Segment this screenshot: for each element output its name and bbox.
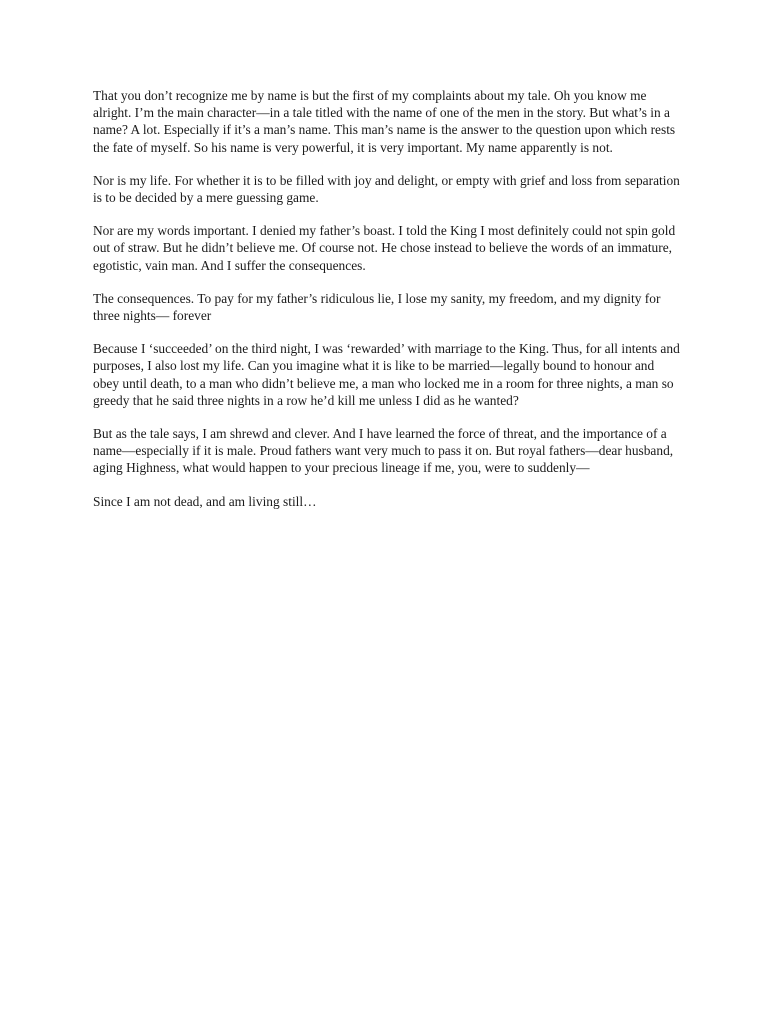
paragraph-6: But as the tale says, I am shrewd and clever. And I have learned the force of threat, and the importance of a name—especially if it is male. Proud fathers want very much to pass it on. But royal fathers—dear husband, aging Highness, what would happen to your precious lineage if me, you, were to suddenly— [93,426,674,476]
paragraph-3: Nor are my words important. I denied my father’s boast. I told the King I most definitely could not spin gold out of straw. But he didn’t believe me. Of course not. He chose instead to believe the words of an immature, egotistic, vain man. And I suffer the consequences. [93,223,676,273]
paragraph-4: The consequences. To pay for my father’s ridiculous lie, I lose my sanity, my freedom, and my dignity for three nights— forever [93,290,661,324]
paragraph-5: Because I ‘succeeded’ on the third night, I was ‘rewarded’ with marriage to the King. Thus, for all intents and purposes, I also lost my life. Can you imagine what it is like to be married—legally bound to honour and obey until death, to a man who didn’t believe me, a man who locked me in a room for three nights, a man so greedy that he said three nights in a row he’d kill me unless I did as he wanted? [93,341,680,408]
paragraph-2: Nor is my life. For whether it is to be filled with joy and delight, or empty with grief and loss from separation is to be decided by a mere guessing game. [93,172,680,206]
paragraph-1: That you don’t recognize me by name is but the first of my complaints about my tale. Oh you know me alright. I’m the main character—in a tale titled with the name of one of the men in the story. But what’s in a name? A lot. Especially if it’s a man’s name. This man’s name is the answer to the question upon which rests the fate of myself. So his name is very powerful, it is very important. My name apparently is not. [93,88,676,155]
paragraph-7: Since I am not dead, and am living still… [93,493,317,509]
body-text [93,87,683,526]
